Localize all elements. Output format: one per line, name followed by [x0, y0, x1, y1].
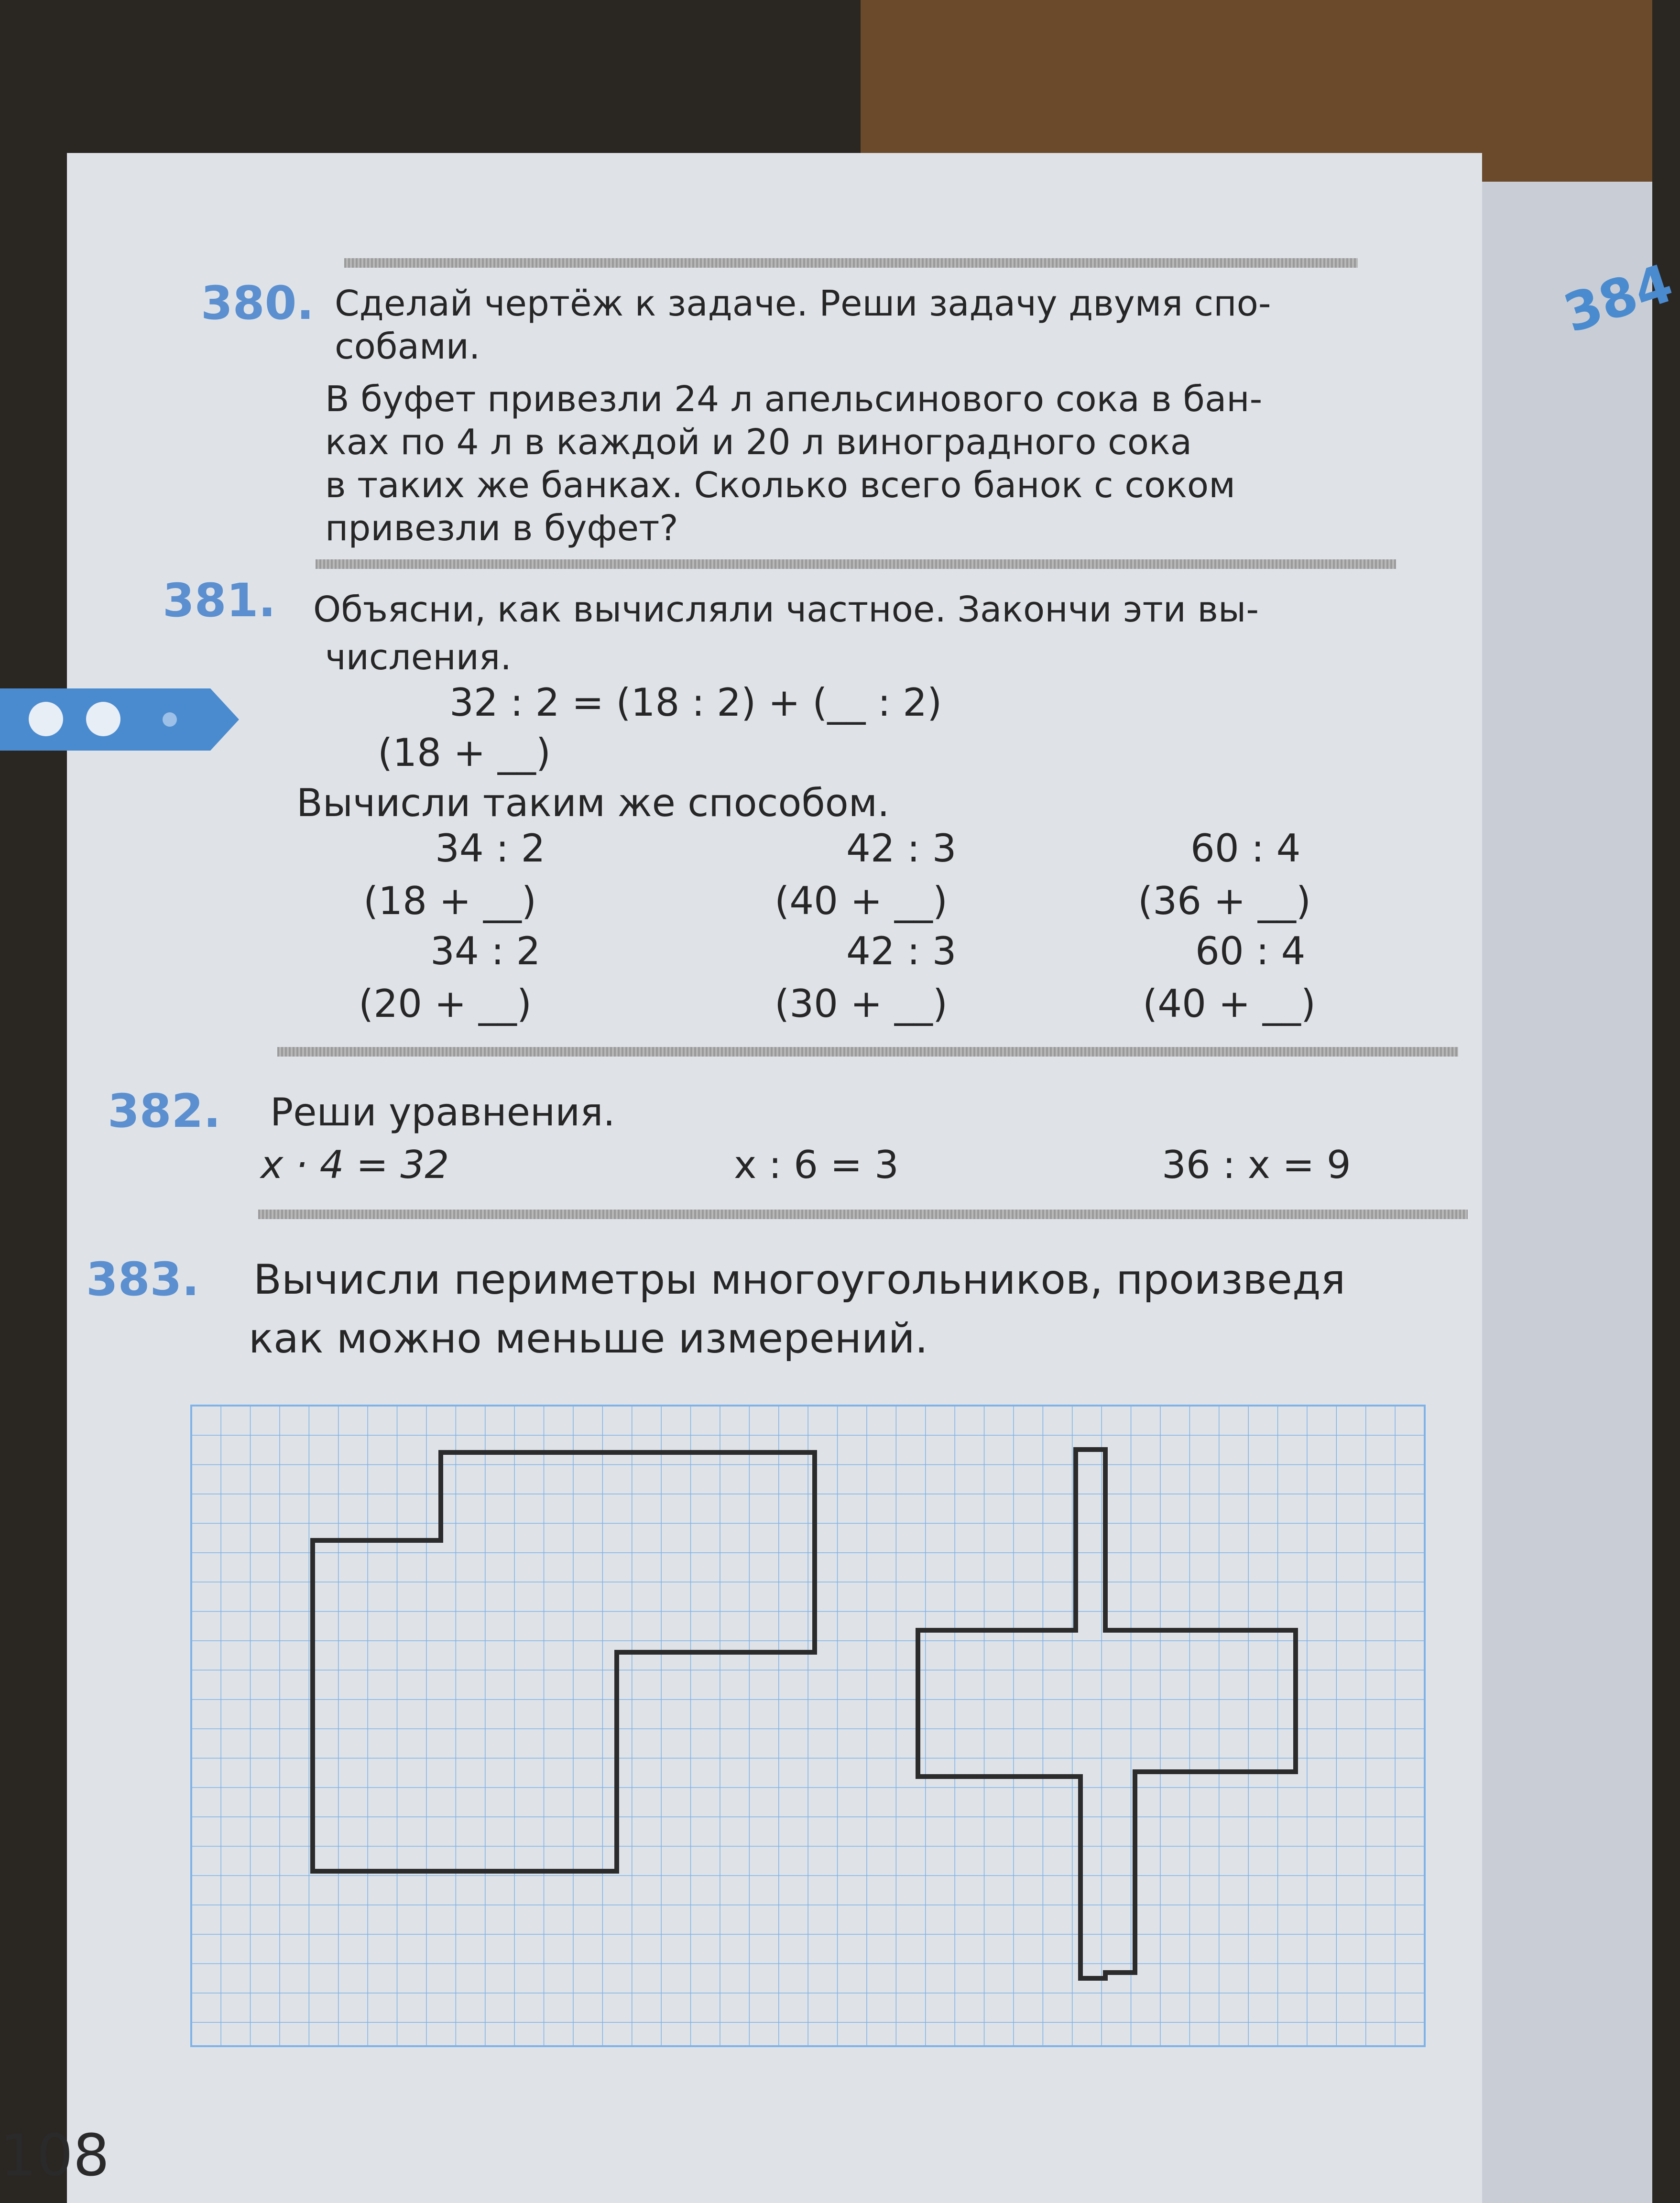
- exercise-383-line-1: Вычисли периметры многоугольников, произведя: [253, 1256, 1346, 1304]
- row-4-col-3: (40 + __): [1143, 982, 1316, 1026]
- exercise-380-line-5: в таких же банках. Сколько всего банок с соком: [325, 465, 1236, 506]
- divider-top: [344, 258, 1358, 268]
- row-2-col-1: (18 + __): [363, 879, 537, 923]
- row-2-col-3: (36 + __): [1138, 879, 1311, 923]
- divider-380-381: [316, 559, 1396, 569]
- exercise-380-line-4: ках по 4 л в каждой и 20 л виноградного сока: [325, 422, 1192, 463]
- equation-3: 36 : x = 9: [1162, 1143, 1351, 1187]
- example-expression: 32 : 2 = (18 : 2) + (__ : 2): [449, 680, 942, 725]
- row-2-col-2: (40 + __): [775, 879, 948, 923]
- grid-background: [191, 1406, 1425, 2046]
- row-3-col-3: 60 : 4: [1195, 929, 1306, 973]
- row-3-col-1: 34 : 2: [430, 929, 541, 973]
- exercise-380-line-6: привезли в буфет?: [325, 508, 678, 549]
- hint-dot-icon: [29, 702, 63, 736]
- row-1-col-1: 34 : 2: [435, 826, 545, 871]
- row-3-col-2: 42 : 3: [846, 929, 957, 973]
- exercise-381-line-2: числения.: [325, 637, 512, 678]
- row-1-col-3: 60 : 4: [1190, 826, 1301, 871]
- exercise-381-line-1: Объясни, как вычисляли частное. Закончи эти вы-: [313, 589, 1259, 630]
- exercise-380-line-1: Сделай чертёж к задаче. Реши задачу двумя спо-: [335, 283, 1271, 324]
- exercise-382-instruction: Реши уравнения.: [270, 1090, 615, 1134]
- row-4-col-2: (30 + __): [775, 982, 948, 1026]
- exercise-380-line-2: собами.: [335, 326, 480, 367]
- grid-with-polygons: [191, 1406, 1425, 2046]
- divider-382-383: [258, 1210, 1468, 1219]
- next-page-exercise-number: 384: [1556, 252, 1680, 345]
- exercise-381-number: 381.: [163, 574, 276, 627]
- hint-dot-icon: [86, 702, 120, 736]
- example-split: (18 + __): [378, 731, 551, 775]
- exercise-383-number: 383.: [86, 1253, 199, 1306]
- exercise-383-line-2: как можно меньше измерений.: [249, 1315, 928, 1363]
- equation-1: x · 4 = 32: [261, 1143, 449, 1187]
- exercise-382-number: 382.: [108, 1084, 221, 1138]
- hint-dot-icon: [163, 712, 177, 727]
- row-1-col-2: 42 : 3: [846, 826, 957, 871]
- exercise-380-line-3: В буфет привезли 24 л апельсинового сока в бан-: [325, 379, 1263, 420]
- divider-381-382: [277, 1047, 1458, 1057]
- exercise-381-instruction: Вычисли таким же способом.: [296, 781, 890, 825]
- page-number: 108: [0, 2123, 110, 2189]
- row-4-col-1: (20 + __): [359, 982, 532, 1026]
- equation-2: x : 6 = 3: [734, 1143, 899, 1187]
- exercise-380-number: 380.: [201, 276, 314, 330]
- hint-dots-icon: [0, 688, 239, 751]
